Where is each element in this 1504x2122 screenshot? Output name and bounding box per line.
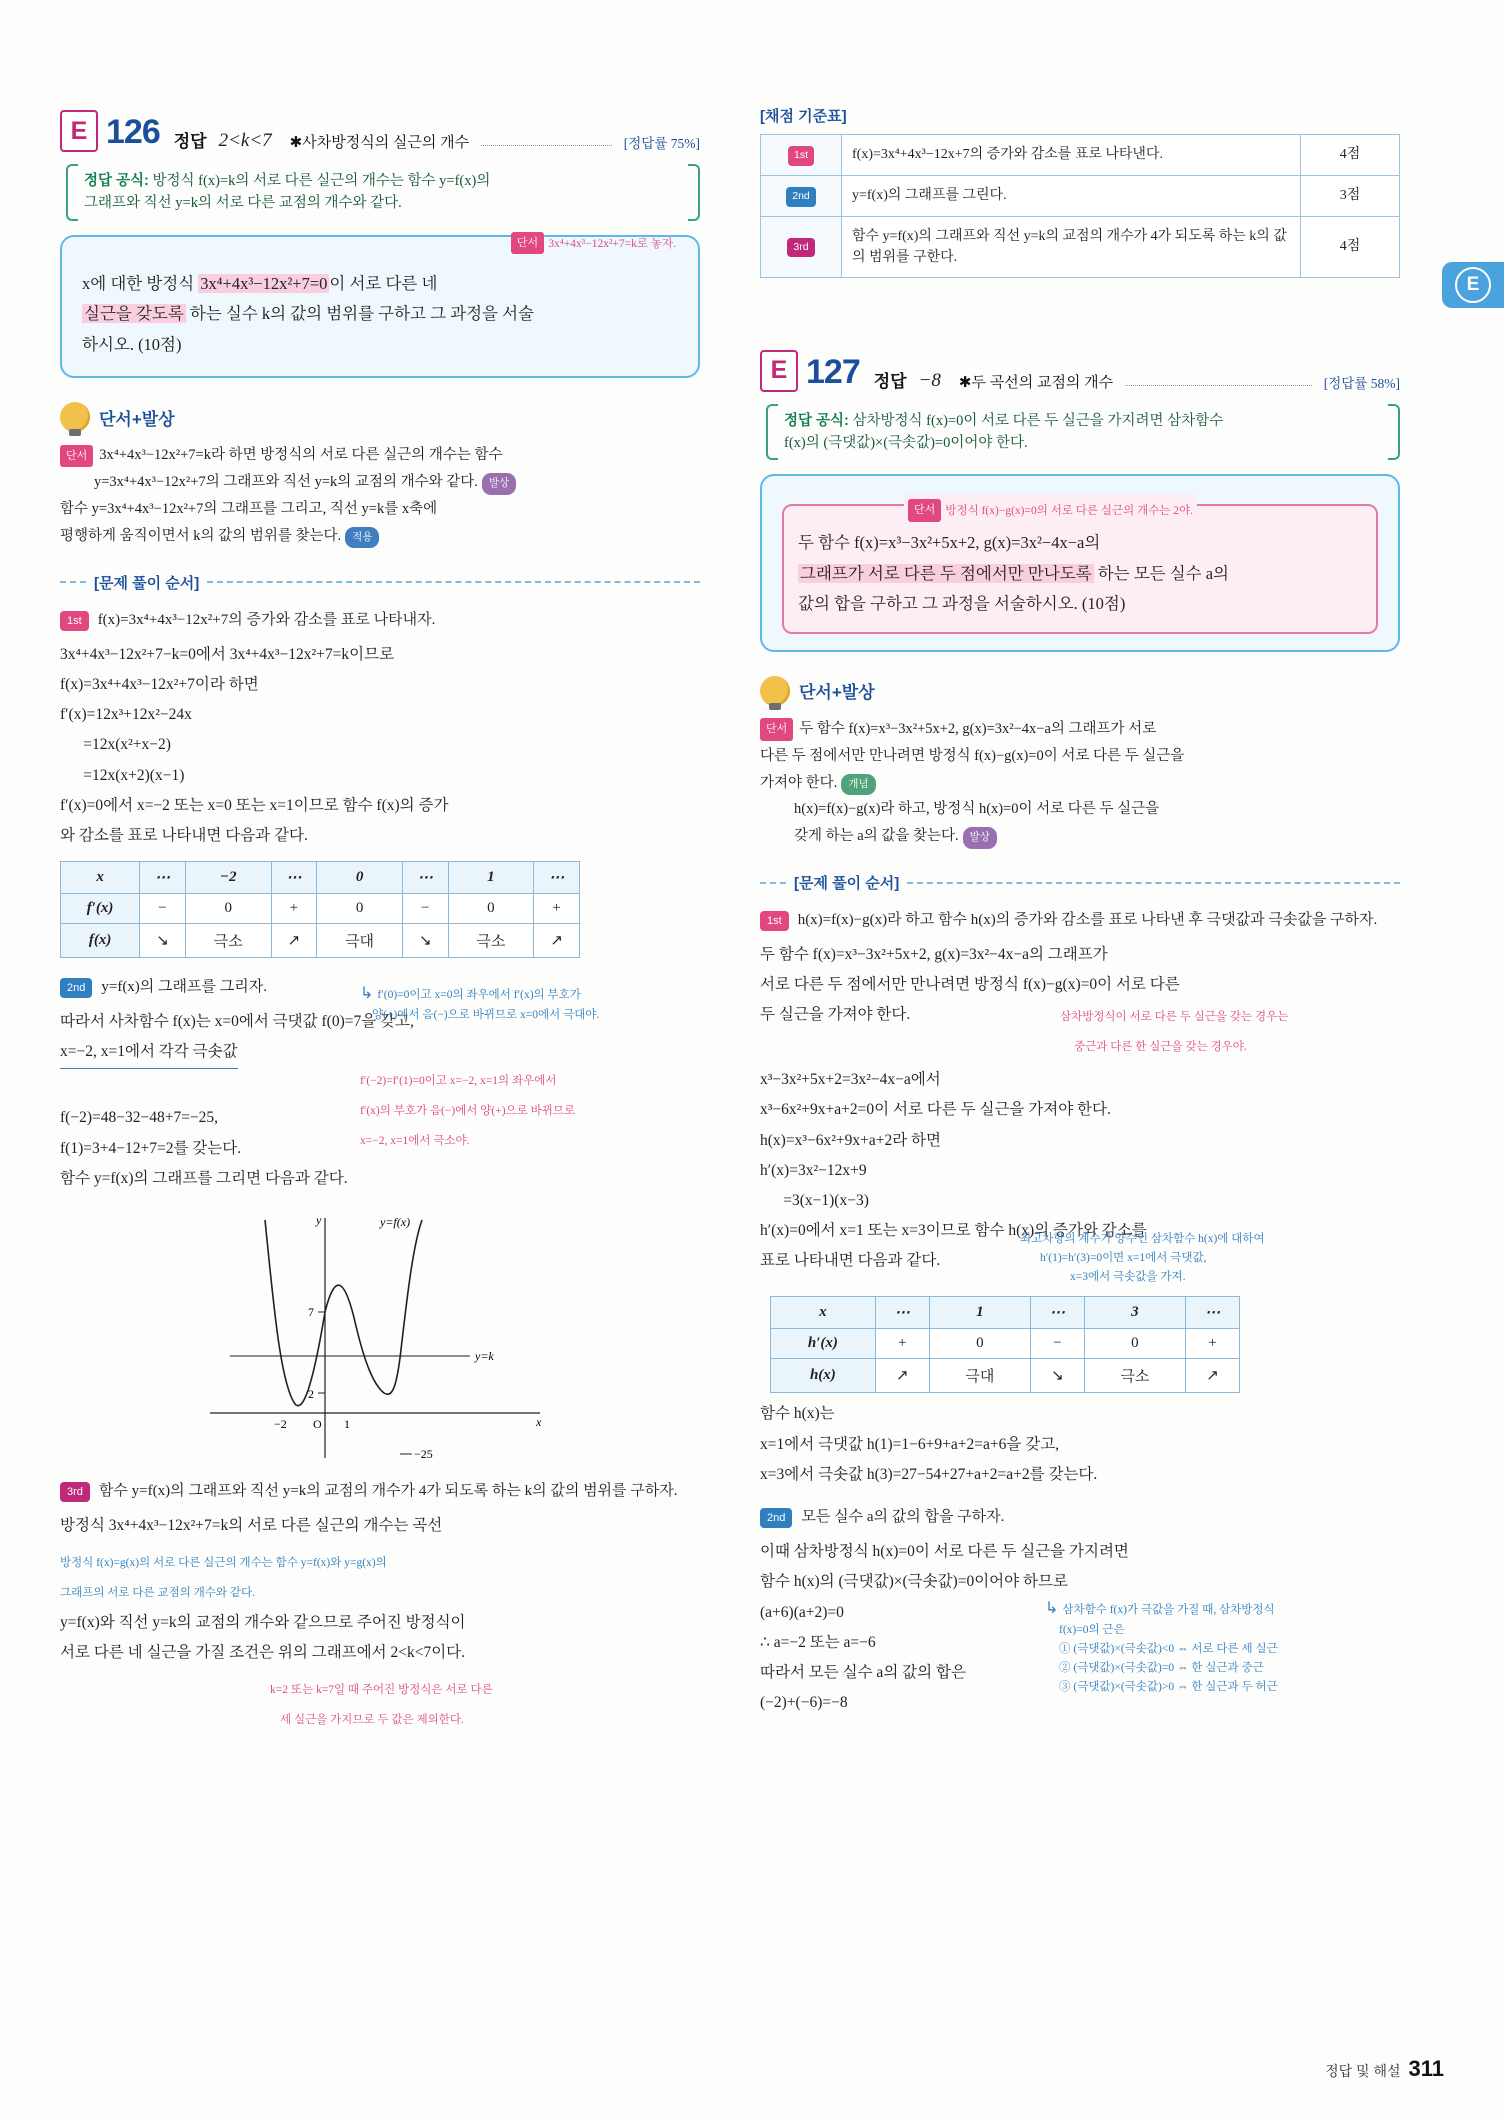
step-badge: 1st [60, 611, 89, 631]
quartic-graph-svg [170, 1208, 590, 1468]
step-text: 모든 실수 a의 값의 합을 구하자. [801, 1509, 1005, 1526]
note4-126 [270, 1674, 700, 1734]
th-d1: ⋯ [875, 1297, 929, 1329]
q127-line2b: 하는 모든 실수 a의 [1093, 563, 1229, 583]
note3-l3: ① (극댓값)×(극솟값)<0 ⇔ 서로 다른 세 실근 [1059, 1642, 1278, 1655]
cell: 0 [317, 894, 403, 924]
table-row [761, 216, 1400, 277]
idea-l2: y=3x⁴+4x³−12x²+7의 그래프와 직선 y=k의 교점의 개수와 같다. [94, 474, 478, 491]
cell: 0 [185, 894, 271, 924]
formula-box-127 [766, 402, 1400, 463]
idea-title: 단서+발상 [99, 409, 175, 429]
q126-line2-highlight: 실근을 갖도록 [84, 304, 184, 324]
th-d1: ⋯ [140, 862, 186, 894]
dot-leader [1125, 373, 1312, 386]
work1-l7: 와 감소를 표로 나타내면 다음과 같다. [60, 827, 308, 845]
score-badge-cell [761, 175, 842, 216]
idea-l3-tag: 개념 [841, 774, 875, 795]
formula-line1: 방정식 f(x)=k의 서로 다른 실근의 개수는 함수 y=f(x)의 [152, 173, 491, 189]
table-row [771, 1329, 1240, 1359]
svg-text:x: x [536, 1415, 542, 1430]
th-1: 1 [448, 862, 534, 894]
left-column [60, 0, 700, 1735]
cue-tag: 단서 [511, 232, 544, 254]
note2-l3: x=−2, x=1에서 극소야. [360, 1135, 470, 1148]
idea-l2-tag: 발상 [482, 473, 516, 494]
th-d3: ⋯ [402, 862, 448, 894]
w1-l6: h(x)=x³−6x²+9x+a+2라 하면 [760, 1131, 941, 1149]
work3-126 [60, 1511, 700, 1735]
step-2nd-127 [760, 1504, 1400, 1531]
right-column [760, 0, 1400, 1712]
answer-label: 정답 [173, 132, 207, 151]
cell: 극소 [448, 924, 534, 958]
formula-line2: 그래프와 직선 y=k의 서로 다른 교점의 개수와 같다. [84, 195, 402, 212]
work1-l3: f′(x)=12x³+12x²−24x [60, 706, 192, 724]
problem-number: 126 [106, 113, 160, 151]
graph-126 [60, 1208, 700, 1468]
correct-rate: [정답률 75%] [623, 136, 700, 151]
note2-l3: x=3에서 극솟값을 가져. [1070, 1271, 1186, 1284]
cell: 극대 [317, 924, 403, 958]
idea-l1: 3x⁴+4x³−12x²+7=k라 하면 방정식의 서로 다른 실근의 개수는 함수 [99, 447, 503, 464]
idea-tag: 단서 [760, 718, 793, 740]
work3-l2: y=f(x)와 직선 y=k의 교점의 개수와 같으므로 주어진 방정식이 [60, 1613, 466, 1631]
q126-line3: 하시오. (10점) [82, 334, 182, 354]
svg-text:−2: −2 [274, 1417, 287, 1432]
q127-line3: 값의 합을 구하고 그 과정을 서술하시오. (10점) [798, 594, 1126, 614]
note3-l2: 그래프의 서로 다른 교점의 개수와 같다. [60, 1587, 255, 1600]
step-3rd-126 [60, 1478, 700, 1505]
idea-head-126 [60, 402, 700, 432]
cell: ↘ [1030, 1359, 1084, 1393]
work1-l6: f′(x)=0에서 x=−2 또는 x=0 또는 x=1이므로 함수 f(x)의 증가 [60, 796, 449, 814]
note1-l1: f′(0)=0이고 x=0의 좌우에서 f′(x)의 부호가 [377, 989, 581, 1002]
work2-l1: 따라서 사차함수 f(x)는 x=0에서 극댓값 f(0)=7을 갖고, [60, 1013, 414, 1031]
cell: 0 [448, 894, 534, 924]
note4-l2: 세 실근을 가지므로 두 값은 제외한다. [280, 1714, 464, 1727]
score-badge: 2nd [786, 187, 816, 207]
w3-l1: 이때 삼차방정식 h(x)=0이 서로 다른 두 실근을 가지려면 [760, 1543, 1129, 1561]
w1-l8: =3(x−1)(x−3) [760, 1192, 869, 1210]
score-badge-cell [761, 216, 842, 277]
table-row [761, 175, 1400, 216]
svg-text:2: 2 [308, 1387, 314, 1402]
page-number: 311 [1408, 2056, 1444, 2081]
step-badge: 2nd [760, 1508, 792, 1528]
q126-line1a: x에 대한 방정식 [82, 273, 199, 293]
idea-title: 단서+발상 [799, 683, 875, 703]
note1-l2: 중근과 다른 한 실근을 갖는 경우야. [1074, 1040, 1247, 1053]
cell: − [402, 894, 448, 924]
dash-right [207, 581, 700, 583]
svg-text:−25: −25 [414, 1447, 433, 1462]
w3-l6: (−2)+(−6)=−8 [760, 1694, 848, 1712]
work2-l4: f(1)=3+4−12+7=2를 갖는다. [60, 1139, 242, 1157]
note3-126 [60, 1547, 700, 1607]
svg-text:y: y [316, 1213, 322, 1228]
note3-l1: 방정식 f(x)=g(x)의 서로 다른 실근의 개수는 함수 y=f(x)와 y=g(x)의 [60, 1557, 387, 1570]
svg-text:1: 1 [344, 1417, 350, 1432]
w1-l10: 표로 나타내면 다음과 같다. [760, 1252, 941, 1270]
q126-line2b: 하는 실수 k의 값의 범위를 구하고 그 과정을 서술 [185, 304, 534, 324]
q126-line1-highlight: 3x⁴+4x³−12x²+7=0 [200, 273, 328, 293]
table-row [771, 1297, 1240, 1329]
q127-line2-highlight: 그래프가 서로 다른 두 점에서만 만나도록 [800, 563, 1092, 583]
th-m2: −2 [185, 862, 271, 894]
lightbulb-icon [760, 676, 790, 706]
score-point: 4점 [1301, 135, 1400, 176]
work1-l2: f(x)=3x⁴+4x³−12x²+7이라 하면 [60, 675, 259, 693]
w2-l1: 함수 h(x)는 [760, 1405, 835, 1423]
cell: ↗ [271, 924, 317, 958]
step-text: 함수 y=f(x)의 그래프와 직선 y=k의 교점의 개수가 4가 되도록 하는 k의 값의 범위를 구하자. [98, 1483, 678, 1500]
side-tab-letter: E [1455, 267, 1491, 303]
svg-text:O: O [313, 1417, 322, 1432]
side-tab-e [1442, 262, 1504, 308]
cell: − [1030, 1329, 1084, 1359]
question-box-127 [760, 474, 1400, 652]
w2-l2: x=1에서 극댓값 h(1)=1−6+9+a+2=a+6을 갖고, [760, 1435, 1060, 1453]
w2-l3: x=3에서 극솟값 h(3)=27−54+27+a+2=a+2를 갖는다. [760, 1465, 1098, 1483]
th-x: x [61, 862, 140, 894]
cell: ↘ [140, 924, 186, 958]
svg-text:y=k: y=k [475, 1349, 494, 1364]
row-label: f(x) [61, 924, 140, 958]
th-0: 0 [317, 862, 403, 894]
problem-topic: ✱두 곡선의 교점의 개수 [958, 374, 1114, 391]
footer-label: 정답 및 해설 [1325, 2063, 1401, 2079]
dash-right [907, 882, 1400, 884]
order-title: [문제 풀이 순서] [794, 875, 900, 893]
order-head-126 [60, 572, 700, 593]
cell: − [140, 894, 186, 924]
score-badge: 3rd [787, 238, 814, 258]
note3-127: ↳ 삼차함수 f(x)가 극값을 가질 때, 삼차방정식 f(x)=0의 근은 ① (극댓값)×(극솟값)<0 ⇔ 서로 다른 세 실근 ② (극댓값)×(극솟값)=0 ⇔ 한 실근과 중근 ③ (극댓값)×(극솟값)>0 ⇔ 한 실근과 두 허근 [1045, 1600, 1278, 1694]
dash-left [760, 882, 786, 884]
work3-l3: 서로 다른 네 실근을 가질 조건은 위의 그래프에서 2<k<7이다. [60, 1643, 466, 1661]
idea-body-127 [760, 716, 1400, 850]
table-row [61, 894, 580, 924]
svg-text:7: 7 [308, 1305, 314, 1320]
note2-l2: h′(1)=h′(3)=0이면 x=1에서 극댓값, [1040, 1251, 1207, 1264]
step-text: f(x)=3x⁴+4x³−12x²+7의 증가와 감소를 표로 나타내자. [97, 611, 436, 628]
cell: + [1186, 1329, 1240, 1359]
note1-127 [1060, 1001, 1390, 1061]
work2-127 [760, 1399, 1400, 1490]
note1-126: ↳ f′(0)=0이고 x=0의 좌우에서 f′(x)의 부호가 양(+)에서 음(−)으로 바뀌므로 x=0에서 극대야. [360, 985, 600, 1021]
variation-table-127 [770, 1296, 1240, 1393]
step-1st-126 [60, 607, 700, 634]
order-head-127 [760, 872, 1400, 893]
th-3: 3 [1084, 1297, 1185, 1329]
w3-l5: 따라서 모든 실수 a의 값의 합은 [760, 1663, 966, 1681]
idea-l3: 가져야 한다. [760, 774, 838, 791]
score-desc: 함수 y=f(x)의 그래프와 직선 y=k의 교점의 개수가 4가 되도록 하는 k의 값의 범위를 구한다. [842, 216, 1301, 277]
table-row [771, 1359, 1240, 1393]
q126-line1b: 이 서로 다른 네 [329, 273, 438, 293]
w1-l2: 서로 다른 두 점에서만 만나려면 방정식 f(x)−g(x)=0이 서로 다른 [760, 976, 1180, 994]
variation-table-126 [60, 861, 580, 958]
cell: + [875, 1329, 929, 1359]
formula-line2: f(x)의 (극댓값)×(극솟값)=0이어야 한다. [784, 434, 1028, 451]
formula-label: 정답 공식: [84, 173, 149, 189]
question-box-126 [60, 235, 700, 379]
work2-126 [60, 1007, 700, 1194]
dot-leader [481, 133, 612, 146]
w1-l1: 두 함수 f(x)=x³−3x²+5x+2, g(x)=3x²−4x−a의 그래프가 [760, 946, 1108, 964]
problem-topic: ✱사차방정식의 실근의 개수 [289, 135, 470, 151]
cell: 극소 [185, 924, 271, 958]
note2-l2: f′(x)의 부호가 음(−)에서 양(+)으로 바뀌므로 [360, 1104, 576, 1117]
w3-l3: (a+6)(a+2)=0 [760, 1603, 844, 1621]
work3-l1: 방정식 3x⁴+4x³−12x²+7=k의 서로 다른 실근의 개수는 곡선 [60, 1517, 443, 1535]
score-table [760, 134, 1400, 278]
note4-l1: k=2 또는 k=7일 때 주어진 방정식은 서로 다른 [270, 1684, 493, 1697]
table-row [761, 135, 1400, 176]
idea-tag: 단서 [60, 445, 93, 467]
note2-127 [1020, 1229, 1380, 1287]
work1-127 [760, 940, 1400, 1277]
work2-l5: 함수 y=f(x)의 그래프를 그리면 다음과 같다. [60, 1169, 348, 1187]
w1-l3: 두 실근을 가져야 한다. [760, 1006, 911, 1024]
answer-value: 2<k<7 [218, 130, 272, 151]
step-1st-127 [760, 907, 1400, 934]
cell: ↗ [534, 924, 580, 958]
note1-l2: 양(+)에서 음(−)으로 바뀌므로 x=0에서 극대야. [372, 1008, 600, 1021]
note1-l1: 삼차방정식이 서로 다른 두 실근을 갖는 경우는 [1060, 1010, 1289, 1023]
table-row [61, 924, 580, 958]
th-d4: ⋯ [534, 862, 580, 894]
note3-l5: ③ (극댓값)×(극솟값)>0 ⇔ 한 실근과 두 허근 [1059, 1681, 1278, 1694]
w1-l5: x³−6x²+9x+a+2=0이 서로 다른 두 실근을 가져야 한다. [760, 1101, 1111, 1119]
dash-left [60, 581, 86, 583]
score-desc: f(x)=3x⁴+4x³−12x+7의 증가와 감소를 표로 나타낸다. [842, 135, 1301, 176]
cue-text: 방정식 f(x)−g(x)=0의 서로 다른 실근의 개수는 2야. [945, 505, 1194, 518]
note3-l2: f(x)=0의 근은 [1059, 1623, 1125, 1636]
idea-l4: h(x)=f(x)−g(x)라 하고, 방정식 h(x)=0이 서로 다른 두 실근을 [794, 801, 1160, 818]
problem-badge: E [60, 110, 98, 152]
lightbulb-icon [60, 402, 90, 432]
step-badge: 1st [760, 911, 789, 931]
formula-box-126 [66, 162, 700, 223]
step-badge: 3rd [60, 1482, 90, 1502]
score-point: 4점 [1301, 216, 1400, 277]
note2-l1: f′(−2)=f′(1)=0이고 x=−2, x=1의 좌우에서 [360, 1074, 557, 1087]
table-row [61, 862, 580, 894]
work1-l5: =12x(x+2)(x−1) [60, 766, 185, 784]
idea-l2: 다른 두 점에서만 만나려면 방정식 f(x)−g(x)=0이 서로 다른 두 실근을 [760, 747, 1185, 764]
th-d2: ⋯ [1030, 1297, 1084, 1329]
idea-body-126 [60, 442, 700, 549]
cell: ↗ [875, 1359, 929, 1393]
row-label: h(x) [771, 1359, 876, 1393]
page-footer [0, 2056, 1444, 2082]
w1-l7: h′(x)=3x²−12x+9 [760, 1161, 867, 1179]
cell: 극소 [1084, 1359, 1185, 1393]
work2-l2: x=−2, x=1에서 각각 극솟값 [60, 1037, 238, 1068]
note3-l1: 삼차함수 f(x)가 극값을 가질 때, 삼차방정식 [1062, 1604, 1275, 1617]
formula-label: 정답 공식: [784, 412, 849, 429]
svg-text:y=f(x): y=f(x) [380, 1215, 411, 1230]
cell: ↘ [402, 924, 448, 958]
step-text: y=f(x)의 그래프를 그리자. [101, 979, 267, 996]
w3-l2: 함수 h(x)의 (극댓값)×(극솟값)=0이어야 하므로 [760, 1573, 1068, 1591]
formula-line1: 삼차방정식 f(x)=0이 서로 다른 두 실근을 가지려면 삼차함수 [852, 412, 1224, 429]
idea-head-127 [760, 676, 1400, 706]
problem-127-header [760, 350, 1400, 392]
score-desc: y=f(x)의 그래프를 그린다. [842, 175, 1301, 216]
note2-l1: 최고차항의 계수가 양수인 삼차함수 h(x)에 대하여 [1020, 1232, 1265, 1245]
score-badge: 1st [788, 146, 814, 166]
w1-l9: h′(x)=0에서 x=1 또는 x=3이므로 함수 h(x)의 증가와 감소를 [760, 1222, 1147, 1240]
step-text: h(x)=f(x)−g(x)라 하고 함수 h(x)의 증가와 감소를 표로 나타낸 후 극댓값과 극솟값을 구하자. [797, 912, 1378, 929]
score-badge-cell [761, 135, 842, 176]
problem-126-header [60, 110, 700, 152]
row-label: f′(x) [61, 894, 140, 924]
step-badge: 2nd [60, 978, 92, 998]
cell: 0 [1084, 1329, 1185, 1359]
th-x: x [771, 1297, 876, 1329]
w3-l4: ∴ a=−2 또는 a=−6 [760, 1633, 876, 1651]
idea-l3: 함수 y=3x⁴+4x³−12x²+7의 그래프를 그리고, 직선 y=k를 x축에 [60, 501, 438, 518]
problem-number: 127 [806, 352, 860, 391]
w1-l4: x³−3x²+5x+2=3x²−4x−a에서 [760, 1071, 941, 1089]
problem-badge: E [760, 350, 798, 392]
idea-l4: 평행하게 움직이면서 k의 값의 범위를 찾는다. [60, 527, 342, 544]
correct-rate: [정답률 58%] [1323, 375, 1400, 391]
cell: + [534, 894, 580, 924]
work1-126 [60, 640, 700, 852]
score-table-title: [채점 기준표] [760, 108, 847, 125]
cell: 극대 [929, 1359, 1030, 1393]
answer-value: −8 [918, 369, 941, 391]
work2-l3: f(−2)=48−32−48+7=−25, [60, 1109, 219, 1127]
cell: + [271, 894, 317, 924]
note3-l4: ② (극댓값)×(극솟값)=0 ⇔ 한 실근과 중근 [1059, 1662, 1264, 1675]
idea-l1: 두 함수 f(x)=x³−3x²+5x+2, g(x)=3x²−4x−a의 그래프가 서로 [799, 720, 1157, 737]
score-point: 3점 [1301, 175, 1400, 216]
row-label: h′(x) [771, 1329, 876, 1359]
th-1: 1 [929, 1297, 1030, 1329]
idea-l4-tag: 적용 [345, 527, 379, 548]
work1-l1: 3x⁴+4x³−12x²+7−k=0에서 3x⁴+4x³−12x²+7=k이므로 [60, 645, 395, 663]
idea-l5-tag: 발상 [963, 827, 997, 848]
idea-l5: 갖게 하는 a의 값을 찾는다. [794, 828, 959, 845]
cue-text: 3x⁴+4x³−12x²+7=k로 놓자. [548, 237, 676, 250]
cell: ↗ [1186, 1359, 1240, 1393]
work1-l4: =12x(x²+x−2) [60, 736, 171, 754]
th-d3: ⋯ [1186, 1297, 1240, 1329]
cue-tag: 단서 [908, 499, 941, 521]
q127-line1: 두 함수 f(x)=x³−3x²+5x+2, g(x)=3x²−4x−a의 [798, 533, 1101, 553]
answer-label: 정답 [873, 371, 907, 391]
order-title: [문제 풀이 순서] [94, 574, 200, 592]
cell: 0 [929, 1329, 1030, 1359]
th-d2: ⋯ [271, 862, 317, 894]
